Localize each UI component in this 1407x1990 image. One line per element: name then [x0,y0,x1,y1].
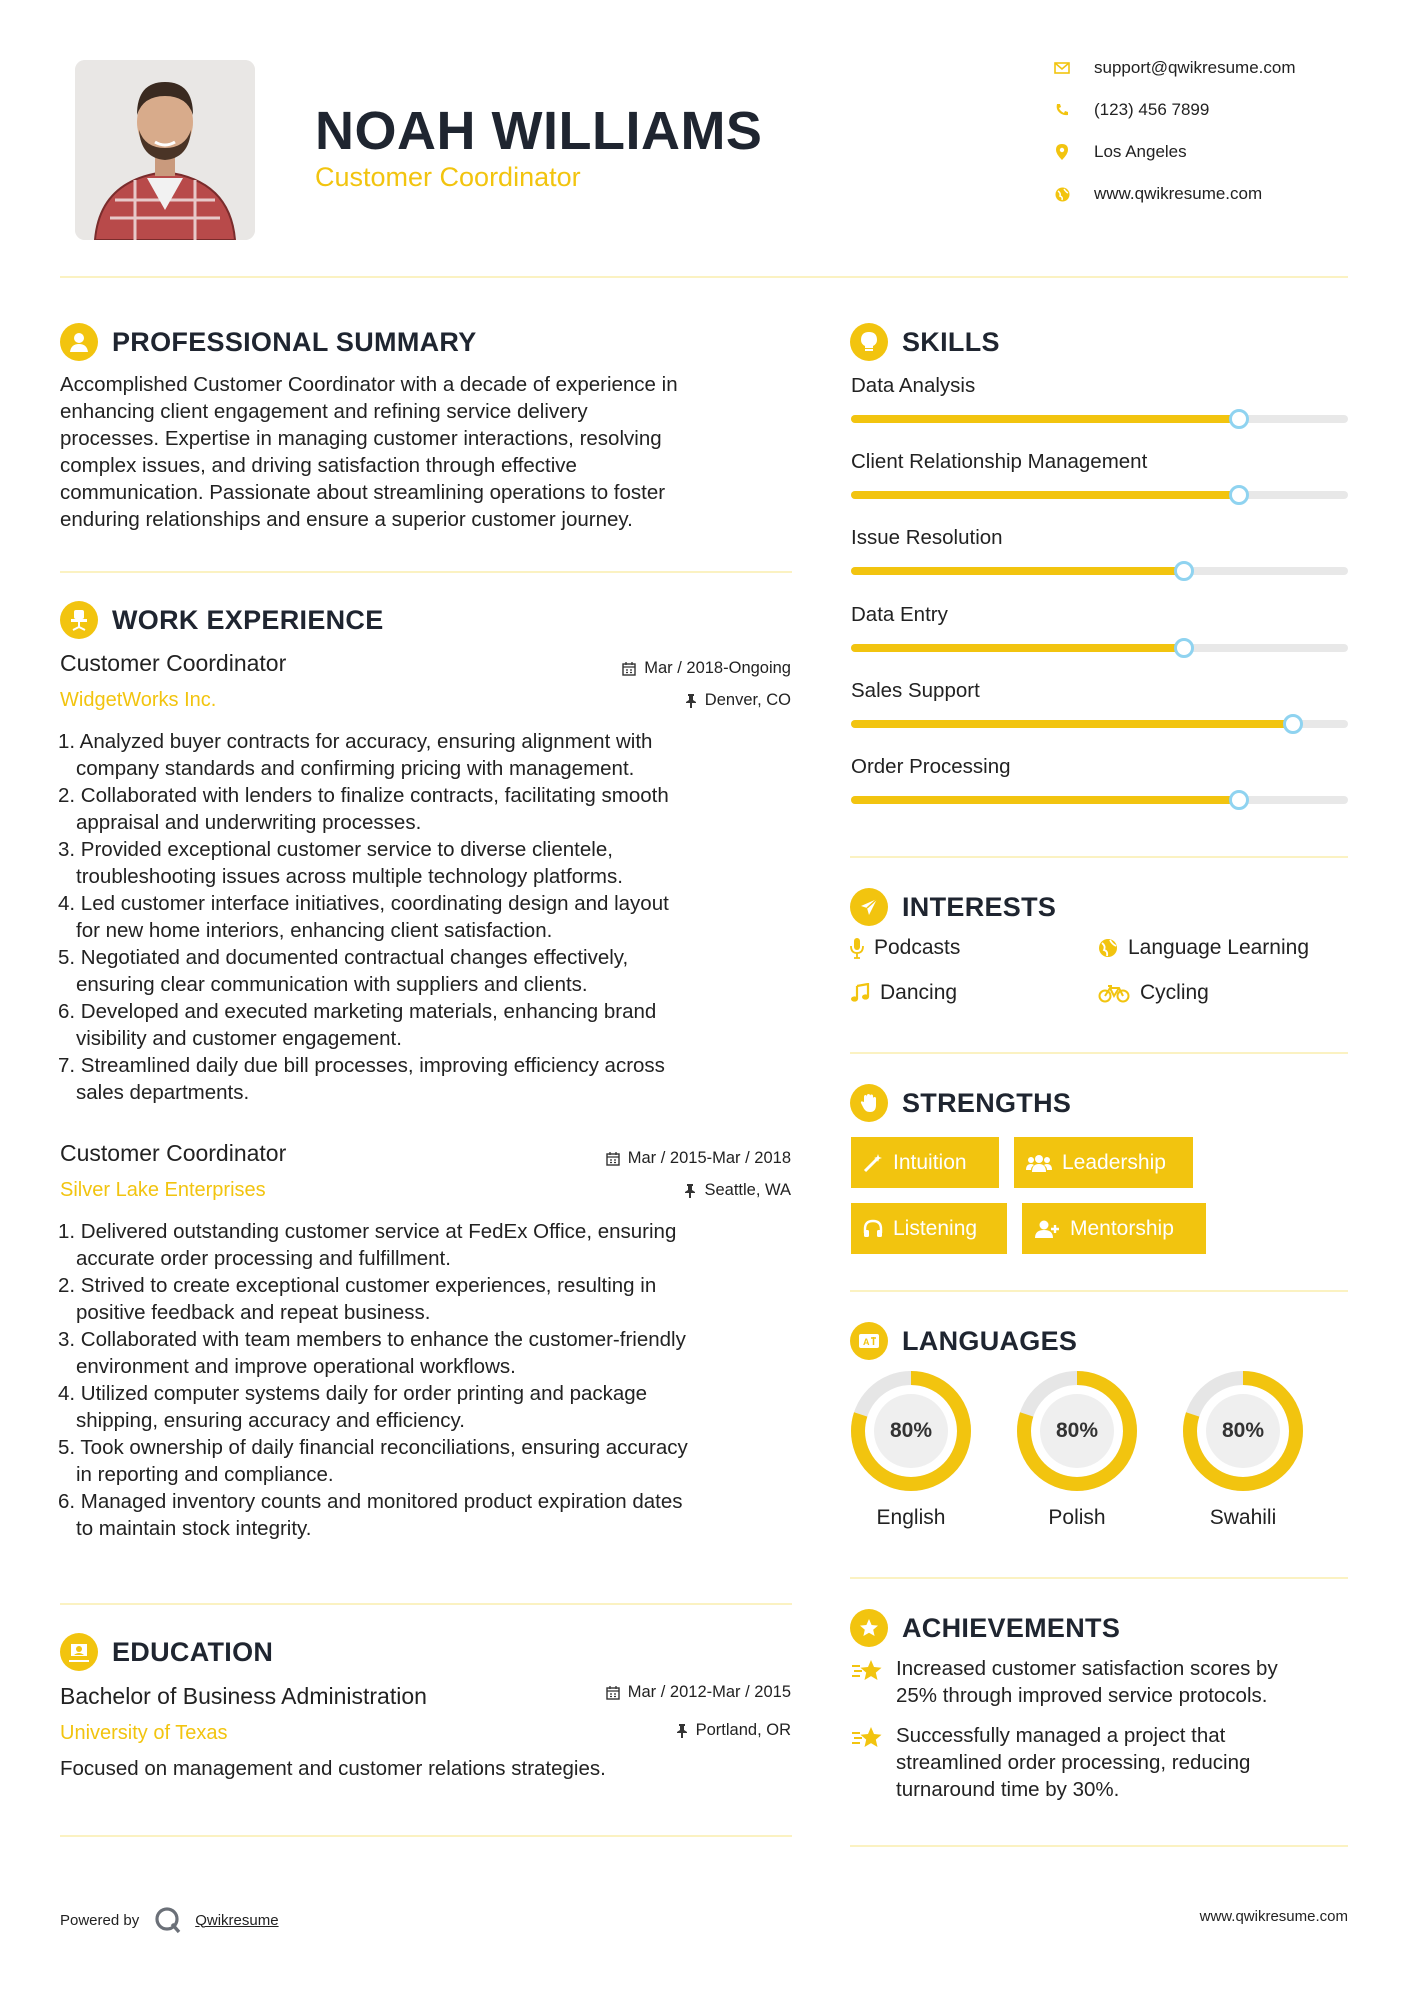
strengths-divider [850,1290,1348,1292]
globe-icon [1098,938,1118,958]
pushpin-icon [676,1724,688,1738]
skill-level-fill [851,567,1184,575]
summary-heading-text: PROFESSIONAL SUMMARY [112,326,477,357]
experience-heading [60,601,384,639]
job-bullets [58,1218,818,1542]
powered-by-text: Powered by [60,1911,140,1929]
language-percent: 80% [1055,1419,1099,1442]
list-item: 3. Provided exceptional customer service to diverse clientele, troubleshooting issues across multiple technology platforms. [58,838,623,888]
language-gauge [1182,1370,1304,1492]
list-item: 7. Streamlined daily due bill processes, improving efficiency across sales departments. [58,1054,665,1104]
contact-location-text: Los Angeles [1094,142,1187,161]
strength-intuition [851,1137,999,1188]
strength-label: Mentorship [1070,1216,1174,1240]
job-location [685,691,791,710]
microphone-icon [850,937,864,959]
skill-name: Order Processing [851,755,1011,778]
header-divider [60,276,1348,278]
experience-heading-text: WORK EXPERIENCE [112,604,384,635]
contact-location [1052,142,1187,162]
language-percent: 80% [1221,1419,1265,1442]
list-item: 6. Managed inventory counts and monitored product expiration dates to maintain stock integrity. [58,1490,683,1540]
education-heading [60,1633,273,1671]
job-location-text: Denver, CO [704,691,791,709]
education-location [676,1721,791,1740]
languages-heading [850,1322,1077,1360]
skill-level-bar [851,796,1348,804]
degree-title: Bachelor of Business Administration [60,1683,427,1709]
strength-label: Leadership [1062,1150,1166,1174]
summary-line: complex issues, and driving satisfaction through effective [60,454,577,477]
job-company: Silver Lake Enterprises [60,1179,266,1201]
strength-label: Intuition [893,1150,967,1174]
contact-phone-text: (123) 456 7899 [1094,100,1210,119]
interest-podcasts [850,936,960,960]
calendar-icon [606,1152,620,1166]
list-item: 1. Delivered outstanding customer service at FedEx Office, ensuring accurate order processing and fulfillment. [58,1220,677,1270]
job-dates [622,659,791,678]
interest-label: Dancing [880,981,958,1004]
skill-level-bar [851,644,1348,652]
bicycle-icon [1098,983,1130,1003]
job-title: Customer Coordinator [60,650,287,676]
achievement-line: turnaround time by 30%. [896,1778,1120,1801]
skill-level-knob [1283,714,1303,734]
strengths-heading-text: STRENGTHS [902,1087,1072,1118]
job-company: WidgetWorks Inc. [60,689,217,711]
achievement-line: Increased customer satisfaction scores by [896,1657,1278,1680]
phone-icon [1052,103,1072,117]
experience-divider [60,1603,792,1605]
language-gauge [1016,1370,1138,1492]
job-title: Customer Coordinator [60,1140,287,1166]
education-dates-text: Mar / 2012-Mar / 2015 [627,1683,791,1701]
skill-name: Sales Support [851,678,980,702]
qwikresume-logo-icon [153,1905,183,1935]
user-icon [60,323,98,361]
job-location [684,1181,791,1200]
achievements-divider [850,1845,1348,1847]
education-dates [606,1683,791,1702]
summary-line: enhancing client engagement and refining service delivery [60,400,588,423]
skill-level-fill [851,720,1293,728]
summary-heading [60,323,477,361]
summary-line: communication. Passionate about streamlining operations to foster [60,481,666,504]
list-item: 4. Utilized computer systems daily for order printing and package shipping, ensuring accuracy and efficiency. [58,1382,648,1432]
list-item: 4. Led customer interface initiatives, coordinating design and layout for new home interiors, enhancing client satisfaction. [58,892,669,942]
interests-divider [850,1052,1348,1054]
language-label: Swahili [1209,1506,1277,1529]
achievement-item [850,1722,1350,1803]
interest-label: Language Learning [1128,936,1310,959]
hand-icon [850,1084,888,1122]
skills-heading [850,323,1000,361]
contact-email-text: support@qwikresume.com [1094,58,1296,77]
achievement-line: streamlined order processing, reducing [896,1751,1251,1774]
skill-name: Issue Resolution [851,526,1003,550]
languages-divider [850,1577,1348,1579]
job-location-text: Seattle, WA [704,1181,791,1199]
list-item: 1. Analyzed buyer contracts for accuracy, ensuring alignment with company standards and confirming pricing with management. [58,730,653,780]
list-item: 2. Strived to create exceptional customer experiences, resulting in positive feedback and repeat business. [58,1274,657,1324]
list-item: 2. Collaborated with lenders to finalize contracts, facilitating smooth appraisal and underwriting processes. [58,784,669,834]
skill-level-fill [851,491,1239,499]
strength-listening [851,1203,1007,1254]
job-dates-text: Mar / 2018-Ongoing [644,659,791,677]
achievement-line: 25% through improved service protocols. [896,1684,1268,1707]
achievements-heading-text: ACHIEVEMENTS [902,1612,1121,1643]
skill-level-knob [1174,638,1194,658]
list-item: 5. Negotiated and documented contractual changes effectively, ensuring clear communication with suppliers and clients. [58,946,629,996]
school-name: University of Texas [60,1722,228,1744]
skill-level-bar [851,720,1348,728]
achievement-line: Successfully managed a project that [896,1724,1226,1747]
lightbulb-icon [850,323,888,361]
job-dates [606,1149,791,1168]
interest-label: Podcasts [874,936,961,959]
skill-level-knob [1229,485,1249,505]
skill-name: Data Entry [851,602,948,626]
interests-heading [850,888,1056,926]
skill-level-bar [851,491,1348,499]
list-item: 3. Collaborated with team members to enhance the customer-friendly environment and improve operational workflows. [58,1328,686,1378]
strength-label: Listening [893,1216,978,1240]
user-plus-icon [1034,1219,1060,1239]
interest-label: Cycling [1140,981,1209,1004]
brand-link[interactable]: Qwikresume [195,1911,279,1929]
interest-cycling [1098,981,1209,1005]
skill-level-fill [851,644,1184,652]
magic-wand-icon [863,1153,883,1173]
skill-level-knob [1229,409,1249,429]
summary-line: enduring relationships and ensure a superior customer journey. [60,508,633,531]
language-label: English [876,1506,946,1529]
list-item: 5. Took ownership of daily financial reconciliations, ensuring accuracy in reporting and compliance. [58,1436,688,1486]
footer-url[interactable]: www.qwikresume.com [1199,1908,1348,1925]
graduate-icon [60,1633,98,1671]
strength-leadership [1014,1137,1193,1188]
skill-level-fill [851,415,1239,423]
summary-text [60,371,800,533]
map-pin-icon [1052,144,1072,160]
paper-plane-icon [850,888,888,926]
achievements-heading [850,1609,1120,1647]
interest-dancing [850,981,957,1005]
skill-level-bar [851,567,1348,575]
contact-website[interactable] [1052,184,1262,204]
calendar-icon [622,662,636,676]
strength-mentorship [1022,1203,1206,1254]
language-percent: 80% [889,1419,933,1442]
profile-photo [75,60,255,240]
globe-icon [1052,187,1072,202]
skills-heading-text: SKILLS [902,326,1000,357]
skill-level-bar [851,415,1348,423]
translate-icon [850,1322,888,1360]
star-icon [850,1657,886,1683]
pushpin-icon [684,1184,696,1198]
calendar-icon [606,1686,620,1700]
interests-heading-text: INTERESTS [902,891,1057,922]
chair-icon [60,601,98,639]
language-label: Polish [1048,1506,1106,1529]
music-note-icon [850,983,870,1003]
users-icon [1026,1153,1052,1173]
skill-level-knob [1229,790,1249,810]
skill-level-fill [851,796,1239,804]
star-icon [850,1724,886,1750]
languages-heading-text: LANGUAGES [902,1325,1078,1356]
envelope-icon [1052,62,1072,74]
education-divider [60,1835,792,1837]
pushpin-icon [685,694,697,708]
achievement-item [850,1655,1350,1709]
footer-powered-by [60,1905,279,1935]
language-gauge [850,1370,972,1492]
contact-website-text: www.qwikresume.com [1094,184,1263,203]
education-description: Focused on management and customer relations strategies. [60,1757,606,1780]
star-badge-icon [850,1609,888,1647]
headphones-icon [863,1219,883,1239]
svg-text:A: A [863,1337,870,1347]
summary-divider [60,571,792,573]
interest-language-learning [1098,936,1309,960]
skill-name: Data Analysis [851,374,976,397]
job-bullets [58,728,818,1106]
skill-name: Client Relationship Management [851,450,1148,474]
job-dates-text: Mar / 2015-Mar / 2018 [627,1149,791,1167]
education-heading-text: EDUCATION [112,1636,274,1667]
summary-line: processes. Expertise in managing customer interactions, resolving [60,427,662,450]
strengths-heading [850,1084,1071,1122]
candidate-name: NOAH WILLIAMS [315,101,763,161]
education-location-text: Portland, OR [695,1721,791,1739]
skills-divider [850,856,1348,858]
contact-email[interactable] [1052,58,1296,78]
contact-phone[interactable] [1052,100,1209,120]
skill-level-knob [1174,561,1194,581]
candidate-title: Customer Coordinator [315,162,581,192]
list-item: 6. Developed and executed marketing materials, enhancing brand visibility and customer engagement. [58,1000,657,1050]
summary-line: Accomplished Customer Coordinator with a decade of experience in [60,373,678,396]
